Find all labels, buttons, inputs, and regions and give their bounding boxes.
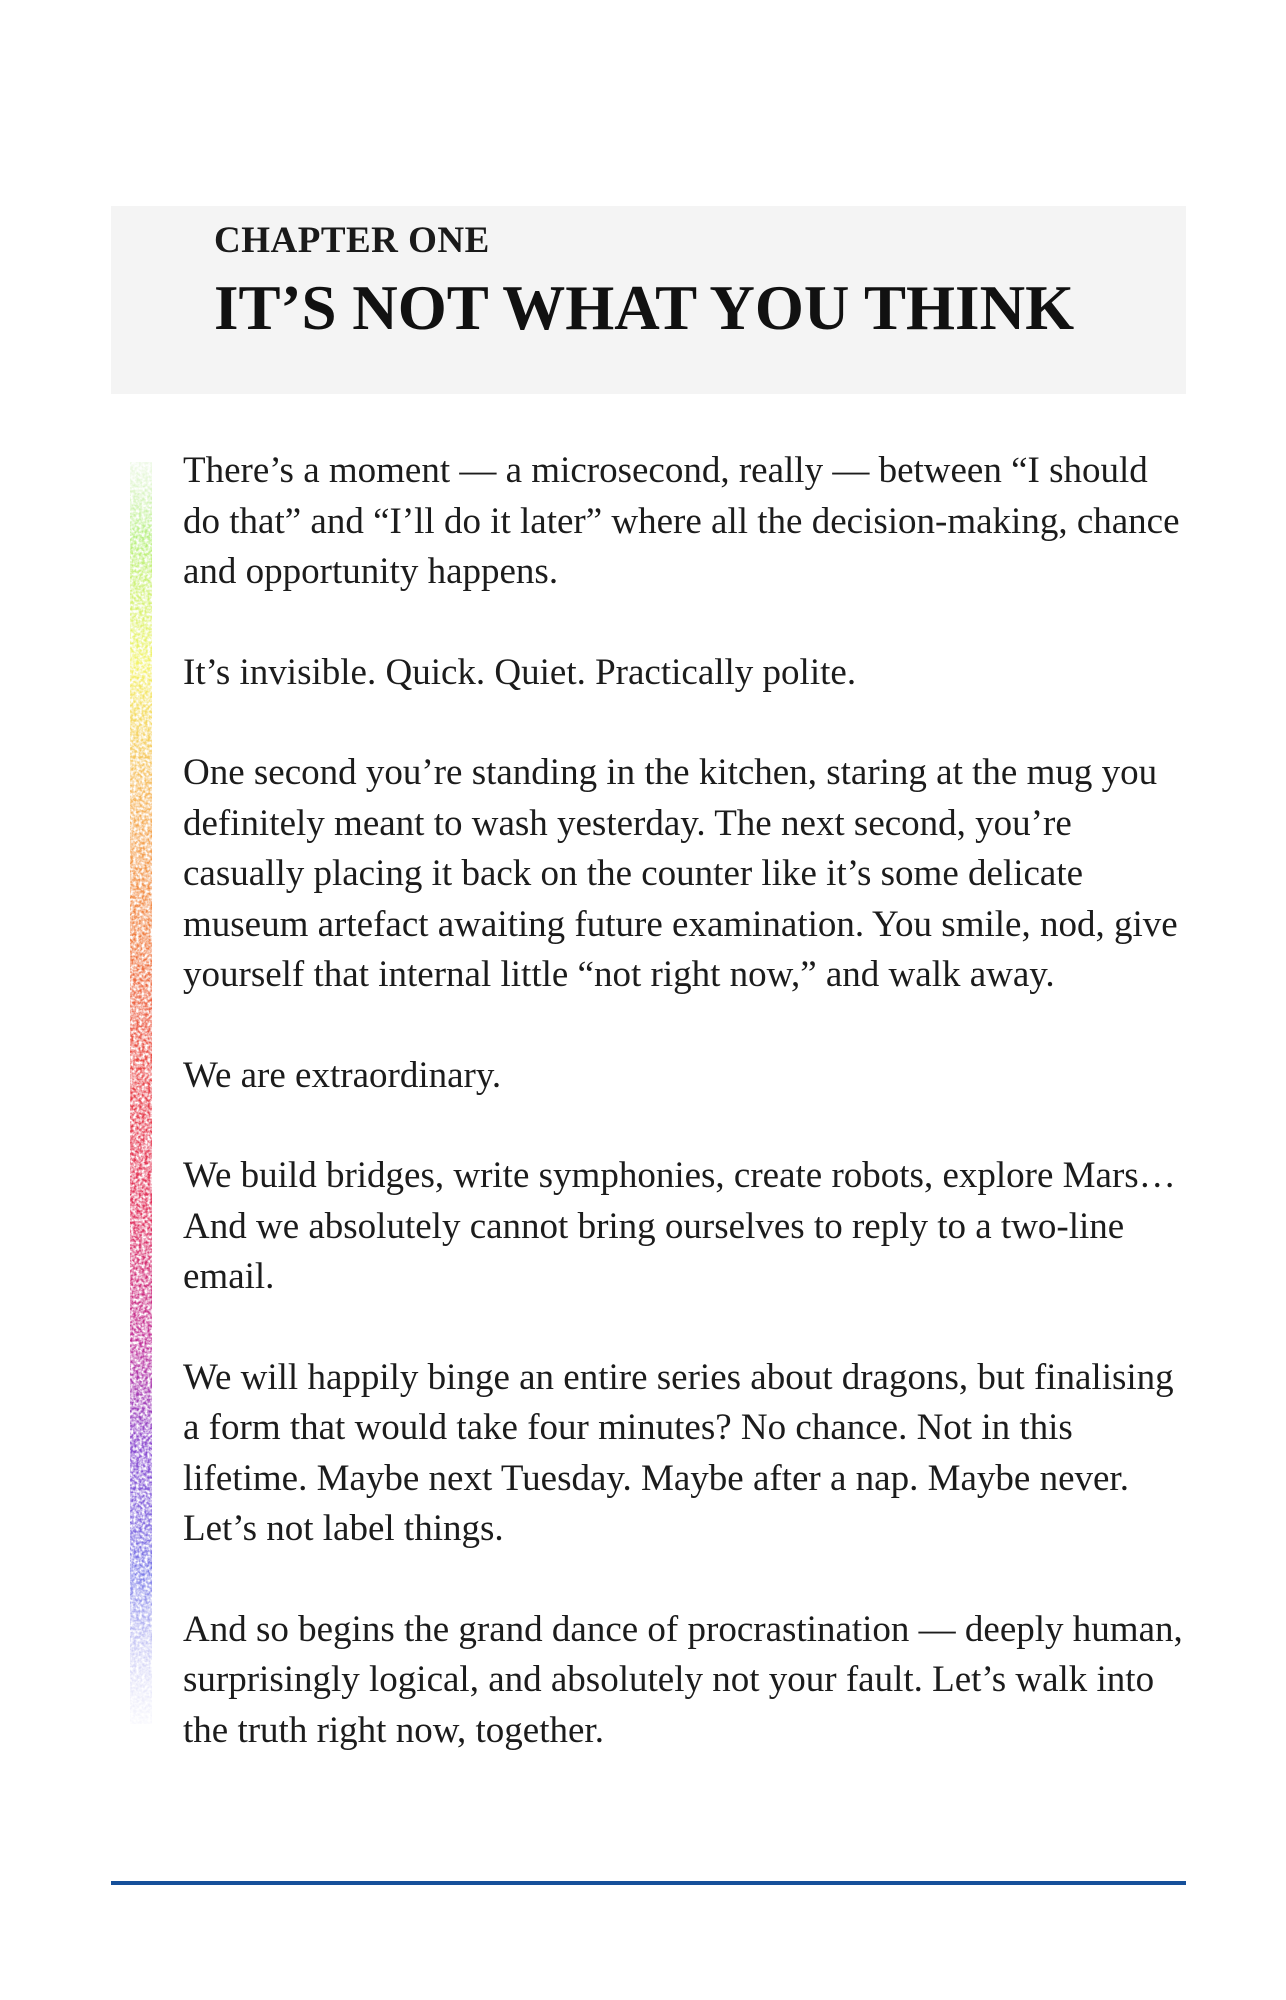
paragraph: One second you’re standing in the kitchen, staring at the mug you definitely meant to wash yesterday. The next second, you’re casually placing it back on the counter like it’s some delicate museum artefact awaiting future examination. You smile, nod, give yourself that internal little “not right now,” and walk away. bbox=[183, 752, 1178, 995]
chapter-title: IT’S NOT WHAT YOU THINK bbox=[214, 273, 1075, 343]
paragraph: We are extraordinary. bbox=[183, 1054, 502, 1096]
paragraph: And so begins the grand dance of procrastination — deeply human, surprisingly logical, and absolutely not your fault. Let’s walk into the truth right now, together. bbox=[183, 1608, 1183, 1751]
paragraph: We build bridges, write symphonies, create robots, explore Mars…And we absolutely cannot bring ourselves to reply to a two-line email. bbox=[183, 1155, 1176, 1297]
paragraph: There’s a moment — a microsecond, really — between “I should do that” and “I’ll do it later” where all the decision-making, chance and opportunity happens. bbox=[183, 450, 1180, 592]
chapter-label: CHAPTER ONE bbox=[214, 220, 490, 261]
paragraph: We will happily binge an entire series about dragons, but finalising a form that would take four minutes? No chance. Not in this lifetime. Maybe next Tuesday. Maybe after a nap. Maybe never. Let’s not label things. bbox=[183, 1356, 1174, 1549]
paragraph: It’s invisible. Quick. Quiet. Practically polite. bbox=[183, 651, 857, 693]
footer-rule bbox=[111, 1881, 1186, 1885]
decorative-color-stripe bbox=[128, 462, 154, 1724]
chapter-body bbox=[183, 446, 1183, 1806]
